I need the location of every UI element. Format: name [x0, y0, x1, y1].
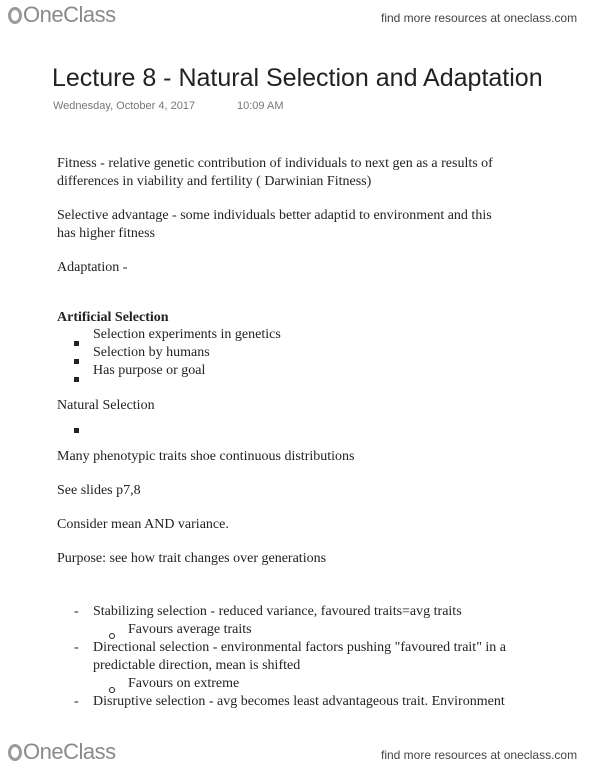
- note-time: 10:09 AM: [237, 100, 284, 112]
- fitness-line-1: Fitness - relative genetic contribution of individuals to next gen as a results of: [57, 156, 493, 171]
- consider-line: Consider mean AND variance.: [57, 517, 229, 532]
- fitness-line-2: differences in viability and fertility ( Darwinian Fitness): [57, 174, 372, 189]
- adaptation-line: Adaptation -: [57, 260, 128, 275]
- oneclass-logo-header: [8, 2, 116, 28]
- disruptive-line: Disruptive selection - avg becomes least advantageous trait. Environment: [93, 694, 505, 709]
- oneclass-logo-icon: [8, 744, 22, 761]
- stabilizing-sub: Favours average traits: [128, 622, 252, 637]
- dash-bullet: -: [74, 694, 79, 709]
- artificial-item-2: Selection by humans: [93, 345, 210, 360]
- selective-line-2: has higher fitness: [57, 226, 155, 241]
- phenotypic-line: Many phenotypic traits shoe continuous distributions: [57, 449, 355, 464]
- directional-line-2: predictable direction, mean is shifted: [93, 658, 301, 673]
- directional-line-1: Directional selection - environmental factors pushing "favoured trait" in a: [93, 640, 507, 655]
- oneclass-logo-icon: [8, 7, 22, 24]
- artificial-item-1: Selection experiments in genetics: [93, 327, 281, 342]
- dash-bullet: -: [74, 640, 79, 655]
- logo-text: OneClass: [23, 2, 116, 27]
- footer-promo-link[interactable]: find more resources at oneclass.com: [381, 748, 578, 762]
- stabilizing-line: Stabilizing selection - reduced variance, favoured traits=avg traits: [93, 604, 462, 619]
- bullet-square-icon: [74, 420, 79, 438]
- bullet-square-icon: [74, 369, 79, 387]
- directional-sub: Favours on extreme: [128, 676, 240, 691]
- header-promo-link[interactable]: find more resources at oneclass.com: [381, 11, 578, 25]
- selective-line-1: Selective advantage - some individuals better adaptid to environment and this: [57, 208, 492, 223]
- note-date: Wednesday, October 4, 2017: [53, 100, 196, 112]
- artificial-item-3: Has purpose or goal: [93, 363, 206, 378]
- artificial-selection-heading: Artificial Selection: [57, 310, 169, 325]
- dash-bullet: -: [74, 604, 79, 619]
- purpose-line: Purpose: see how trait changes over generations: [57, 551, 327, 566]
- natural-selection-heading: Natural Selection: [57, 398, 155, 413]
- logo-text: OneClass: [23, 739, 116, 764]
- page-title: Lecture 8 - Natural Selection and Adaptation: [52, 64, 543, 92]
- slides-line: See slides p7,8: [57, 483, 141, 498]
- bullet-square-icon: [74, 333, 79, 351]
- bullet-square-icon: [74, 351, 79, 369]
- oneclass-logo-footer: [8, 739, 116, 765]
